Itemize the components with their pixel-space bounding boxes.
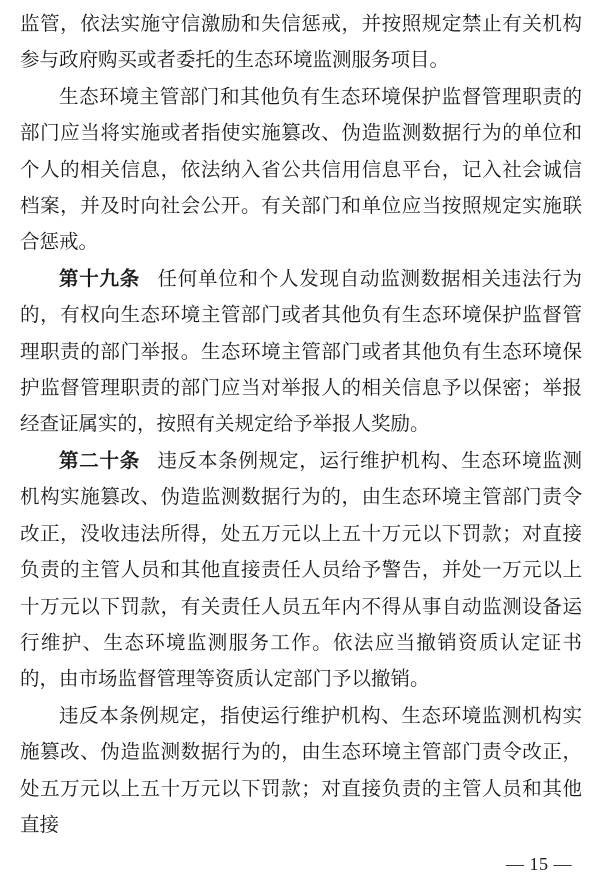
paragraph-5: [20, 698, 582, 844]
paragraph-text: 生态环境主管部门和其他负有生态环境保护监督管理职责的部门应当将实施或者指使实施篡改、伪造监测数据行为的单位和个人的相关信息，依法纳入省公共信用信息平台，记入社会诚信档案，并及时向社会公开。有关部门和单位应当按照规定实施联合惩戒。: [20, 84, 582, 254]
article-number: 第二十条: [59, 448, 140, 472]
article-20-paragraph: [20, 443, 582, 698]
paragraph-text: 违反本条例规定，运行维护机构、生态环境监测机构实施篡改、伪造监测数据行为的，由生态环境主管部门责令改正，没收违法所得，处五万元以上五十万元以下罚款；对直接负责的主管人员和其他直接责任人员给予警告，并处一万元以上十万元以下罚款，有关责任人员五年内不得从事自动监测设备运行维护、生态环境监测服务工作。依法应当撤销资质认定证书的，由市场监督管理等资质认定部门予以撤销。: [20, 448, 582, 691]
paragraph-text: 监管，依法实施守信激励和失信惩戒，并按照规定禁止有关机构参与政府购买或者委托的生态环境监测服务项目。: [20, 12, 582, 72]
paragraph-text: 任何单位和个人发现自动监测数据相关违法行为的，有权向生态环境主管部门或者其他负有生态环境保护监督管理职责的部门举报。生态环境主管部门或者其他负有生态环境保护监督管理职责的部门应当对举报人的相关信息予以保密；举报经查证属实的，按照有关规定给予举报人奖励。: [20, 266, 582, 436]
document-page: [20, 0, 582, 843]
paragraph-1: [20, 6, 582, 79]
article-number: 第十九条: [59, 266, 140, 290]
paragraph-text: 违反本条例规定，指使运行维护机构、生态环境监测机构实施篡改、伪造监测数据行为的，由生态环境主管部门责令改正，处五万元以上五十万元以下罚款；对直接负责的主管人员和其他直接: [20, 703, 582, 836]
paragraph-2: [20, 79, 582, 261]
page-number: — 15 —: [506, 854, 572, 874]
article-19-paragraph: [20, 261, 582, 443]
